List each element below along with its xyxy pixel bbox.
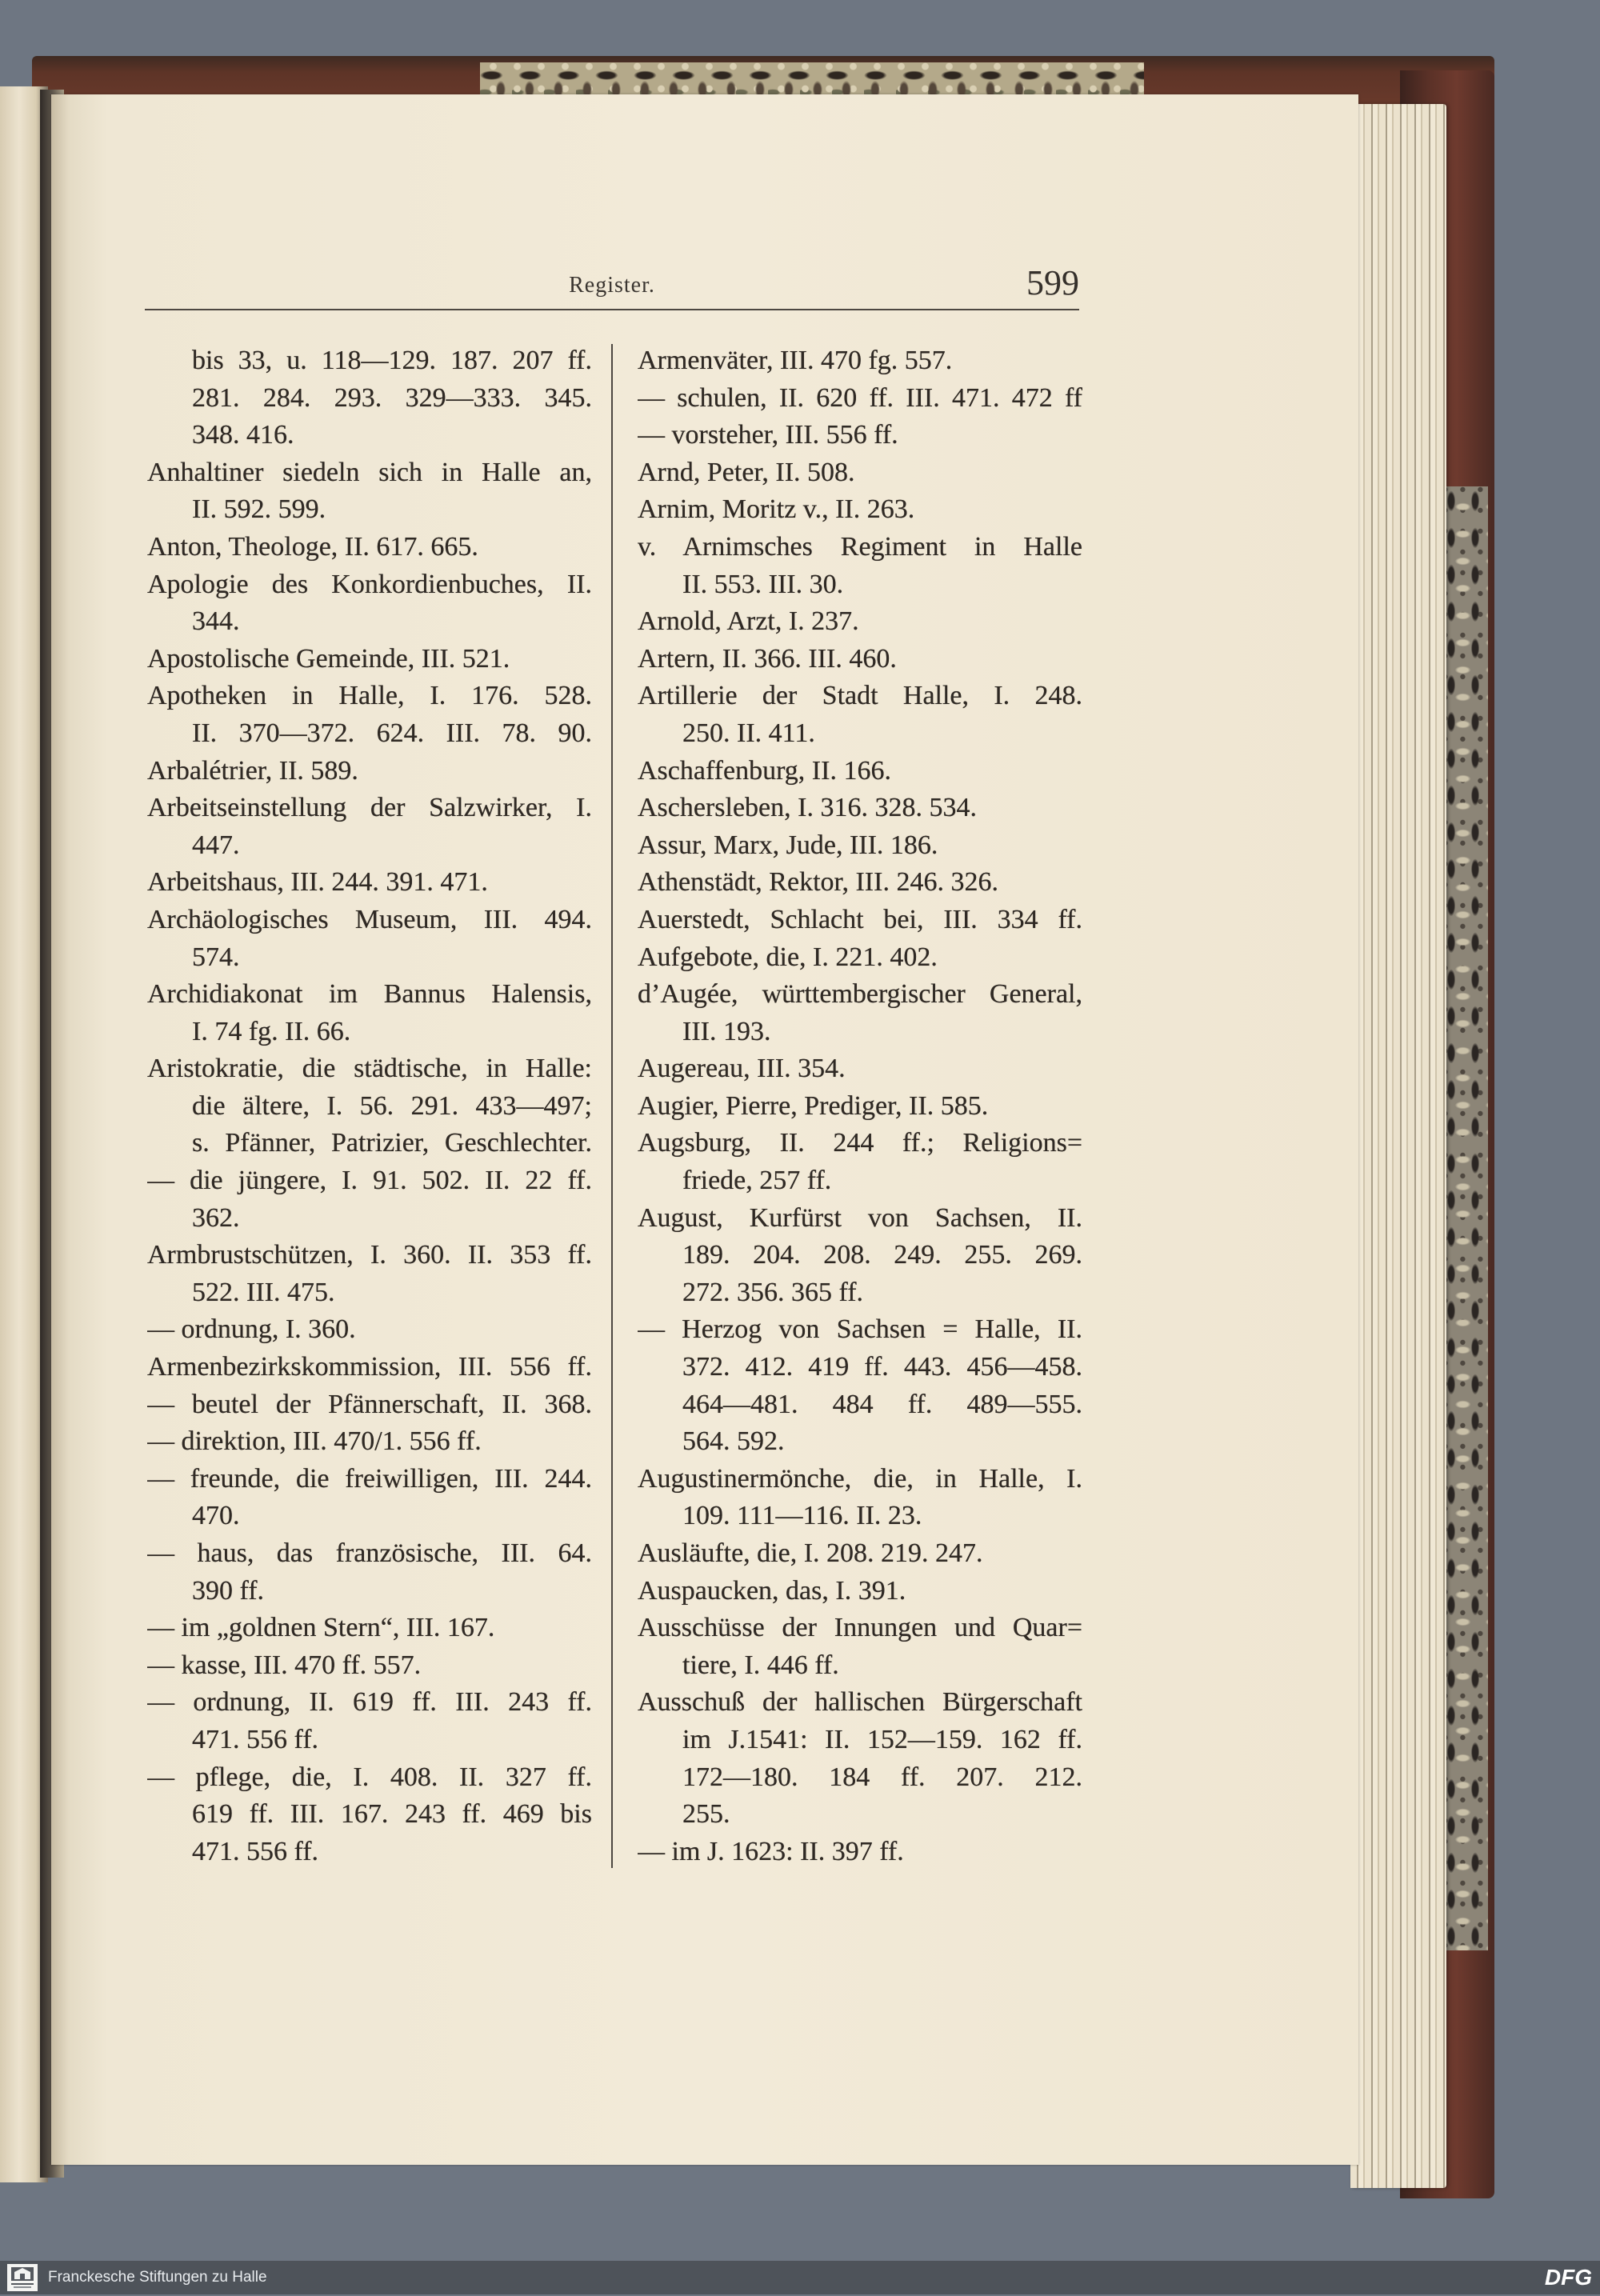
index-continuation-line: 564. 592.	[682, 1426, 785, 1457]
index-entry-line: Ausläufte, die, I. 208. 219. 247.	[638, 1538, 983, 1568]
index-entry-line: Apologie des Konkordienbuches, II.	[147, 569, 592, 599]
page-number: 599	[1026, 263, 1079, 302]
index-entry-line: — vorsteher, III. 556 ff.	[638, 420, 898, 450]
index-entry-line: — die jüngere, I. 91. 502. II. 22 ff.	[147, 1166, 592, 1196]
index-continuation-line: 522. III. 475.	[192, 1277, 335, 1307]
index-entry-line: Armenbezirkskommission, III. 556 ff.	[147, 1352, 592, 1382]
index-entry-line: — im „goldnen Stern“, III. 167.	[147, 1613, 495, 1643]
index-entry-line: — haus, das französische, III. 64.	[147, 1538, 592, 1568]
index-continuation-line: 390 ff.	[192, 1575, 265, 1606]
footer-bar	[0, 2261, 1600, 2294]
index-entry-line: Anton, Theologe, II. 617. 665.	[147, 531, 478, 562]
index-entry-line: Aristokratie, die städtische, in Halle:	[147, 1054, 592, 1084]
index-continuation-line: 619 ff. III. 167. 243 ff. 469 bis	[192, 1799, 592, 1830]
column-divider	[611, 344, 613, 1868]
index-entry-line: Ausschuß der hallischen Bürgerschaft	[638, 1687, 1082, 1718]
index-continuation-line: 471. 556 ff.	[192, 1836, 319, 1866]
index-entry-line: Arnd, Peter, II. 508.	[638, 457, 855, 487]
index-entry-line: Auspaucken, das, I. 391.	[638, 1575, 906, 1606]
index-entry-line: Artern, II. 366. III. 460.	[638, 643, 897, 674]
index-continuation-line: 272. 356. 365 ff.	[682, 1277, 864, 1307]
index-entry-line: Artillerie der Stadt Halle, I. 248.	[638, 681, 1082, 711]
index-entry-line: — im J. 1623: II. 397 ff.	[638, 1836, 904, 1866]
index-entry-line: Archidiakonat im Bannus Halensis,	[147, 979, 592, 1010]
index-continuation-line: 574.	[192, 942, 240, 972]
index-continuation-line: 471. 556 ff.	[192, 1724, 319, 1754]
index-entry-line: Augereau, III. 354.	[638, 1054, 846, 1084]
index-entry-line: Augier, Pierre, Prediger, II. 585.	[638, 1090, 989, 1121]
index-entry-line: Arnim, Moritz v., II. 263.	[638, 494, 915, 525]
index-entry-line: August, Kurfürst von Sachsen, II.	[638, 1202, 1082, 1233]
index-entry-line: Assur, Marx, Jude, III. 186.	[638, 830, 938, 860]
index-entry-line: Armbrustschützen, I. 360. II. 353 ff.	[147, 1240, 592, 1270]
index-continuation-line: bis 33, u. 118—129. 187. 207 ff.	[192, 346, 592, 375]
index-entry-line: Armenväter, III. 470 fg. 557.	[638, 346, 953, 375]
index-continuation-line: 281. 284. 293. 329—333. 345.	[192, 382, 592, 413]
index-continuation-line: 348. 416.	[192, 420, 294, 450]
index-entry-line: Augustinermönche, die, in Halle, I.	[638, 1463, 1082, 1494]
index-entry-line: — ordnung, I. 360.	[147, 1314, 356, 1345]
header-rule	[145, 309, 1079, 310]
index-continuation-line: 189. 204. 208. 249. 255. 269.	[682, 1240, 1082, 1270]
index-continuation-line: 470.	[192, 1501, 240, 1531]
index-entry-line: Arbalétrier, II. 589.	[147, 755, 358, 786]
index-continuation-line: 362.	[192, 1202, 240, 1233]
index-entry-line: Augsburg, II. 244 ff.; Religions=	[638, 1128, 1082, 1158]
index-entry-line: — beutel der Pfännerschaft, II. 368.	[147, 1389, 592, 1419]
index-entry-line: Arbeitseinstellung der Salzwirker, I.	[147, 793, 592, 823]
index-entry-line: — direktion, III. 470/1. 556 ff.	[147, 1426, 482, 1457]
index-continuation-line: II. 370—372. 624. III. 78. 90.	[192, 718, 592, 748]
dfg-logo: DFG	[1544, 2265, 1592, 2290]
index-entry-line: Anhaltiner siedeln sich in Halle an,	[147, 457, 592, 487]
index-entry-line: — schulen, II. 620 ff. III. 471. 472 ff	[638, 382, 1082, 413]
index-entry-line: Aschersleben, I. 316. 328. 534.	[638, 793, 977, 823]
index-continuation-line: 172—180. 184 ff. 207. 212.	[682, 1762, 1082, 1792]
index-continuation-line: II. 592. 599.	[192, 494, 326, 525]
franckesche-stiftungen-logo-icon	[6, 2263, 38, 2292]
marbled-endpaper-side	[1442, 486, 1488, 1950]
index-entry-line: Arbeitshaus, III. 244. 391. 471.	[147, 867, 488, 898]
index-column-right	[638, 342, 1082, 1870]
index-entry-line: Archäologisches Museum, III. 494.	[147, 904, 592, 934]
index-continuation-line: 250. II. 411.	[682, 718, 815, 748]
index-entry-line: d’Augée, württembergischer General,	[638, 979, 1082, 1010]
index-entry-line: Ausschüsse der Innungen und Quar=	[638, 1613, 1082, 1643]
index-continuation-line: I. 74 fg. II. 66.	[192, 1016, 351, 1046]
index-entry-line: Apostolische Gemeinde, III. 521.	[147, 643, 510, 674]
index-entry-line: Aufgebote, die, I. 221. 402.	[638, 942, 938, 972]
institution-name: Franckesche Stiftungen zu Halle	[48, 2269, 267, 2286]
index-entry-line: — kasse, III. 470 ff. 557.	[147, 1650, 422, 1680]
index-continuation-line: die ältere, I. 56. 291. 433—497;	[192, 1090, 592, 1121]
index-entry-line: Athenstädt, Rektor, III. 246. 326.	[638, 867, 998, 898]
index-continuation-line: 447.	[192, 830, 240, 860]
page-stack-edges	[1350, 104, 1446, 2188]
index-entry-line: — pflege, die, I. 408. II. 327 ff.	[147, 1762, 592, 1792]
book-page	[51, 94, 1358, 2165]
index-continuation-line: 372. 412. 419 ff. 443. 456—458.	[682, 1352, 1082, 1382]
index-continuation-line: 109. 111—116. II. 23.	[682, 1501, 922, 1531]
index-continuation-line: tiere, I. 446 ff.	[682, 1650, 839, 1680]
index-continuation-line: III. 193.	[682, 1016, 771, 1046]
index-continuation-line: 464—481. 484 ff. 489—555.	[682, 1389, 1082, 1419]
index-entry-line: Arnold, Arzt, I. 237.	[638, 606, 859, 637]
index-entry-line: Aschaffenburg, II. 166.	[638, 755, 891, 786]
index-continuation-line: s. Pfänner, Patrizier, Geschlechter.	[192, 1128, 592, 1158]
running-title: Register.	[569, 273, 655, 298]
index-continuation-line: im J.1541: II. 152—159. 162 ff.	[682, 1724, 1082, 1754]
index-continuation-line: 255.	[682, 1799, 730, 1830]
index-entry-line: — ordnung, II. 619 ff. III. 243 ff.	[147, 1687, 592, 1718]
index-continuation-line: friede, 257 ff.	[682, 1166, 832, 1196]
index-continuation-line: 344.	[192, 606, 240, 637]
index-continuation-line: II. 553. III. 30.	[682, 569, 844, 599]
index-entry-line: — freunde, die freiwilligen, III. 244.	[147, 1463, 592, 1494]
index-entry-line: Auerstedt, Schlacht bei, III. 334 ff.	[638, 904, 1082, 934]
index-column-left	[147, 342, 592, 1870]
index-entry-line: — Herzog von Sachsen = Halle, II.	[638, 1314, 1082, 1345]
index-entry-line: Apotheken in Halle, I. 176. 528.	[147, 681, 592, 711]
index-entry-line: v. Arnimsches Regiment in Halle	[638, 531, 1082, 562]
